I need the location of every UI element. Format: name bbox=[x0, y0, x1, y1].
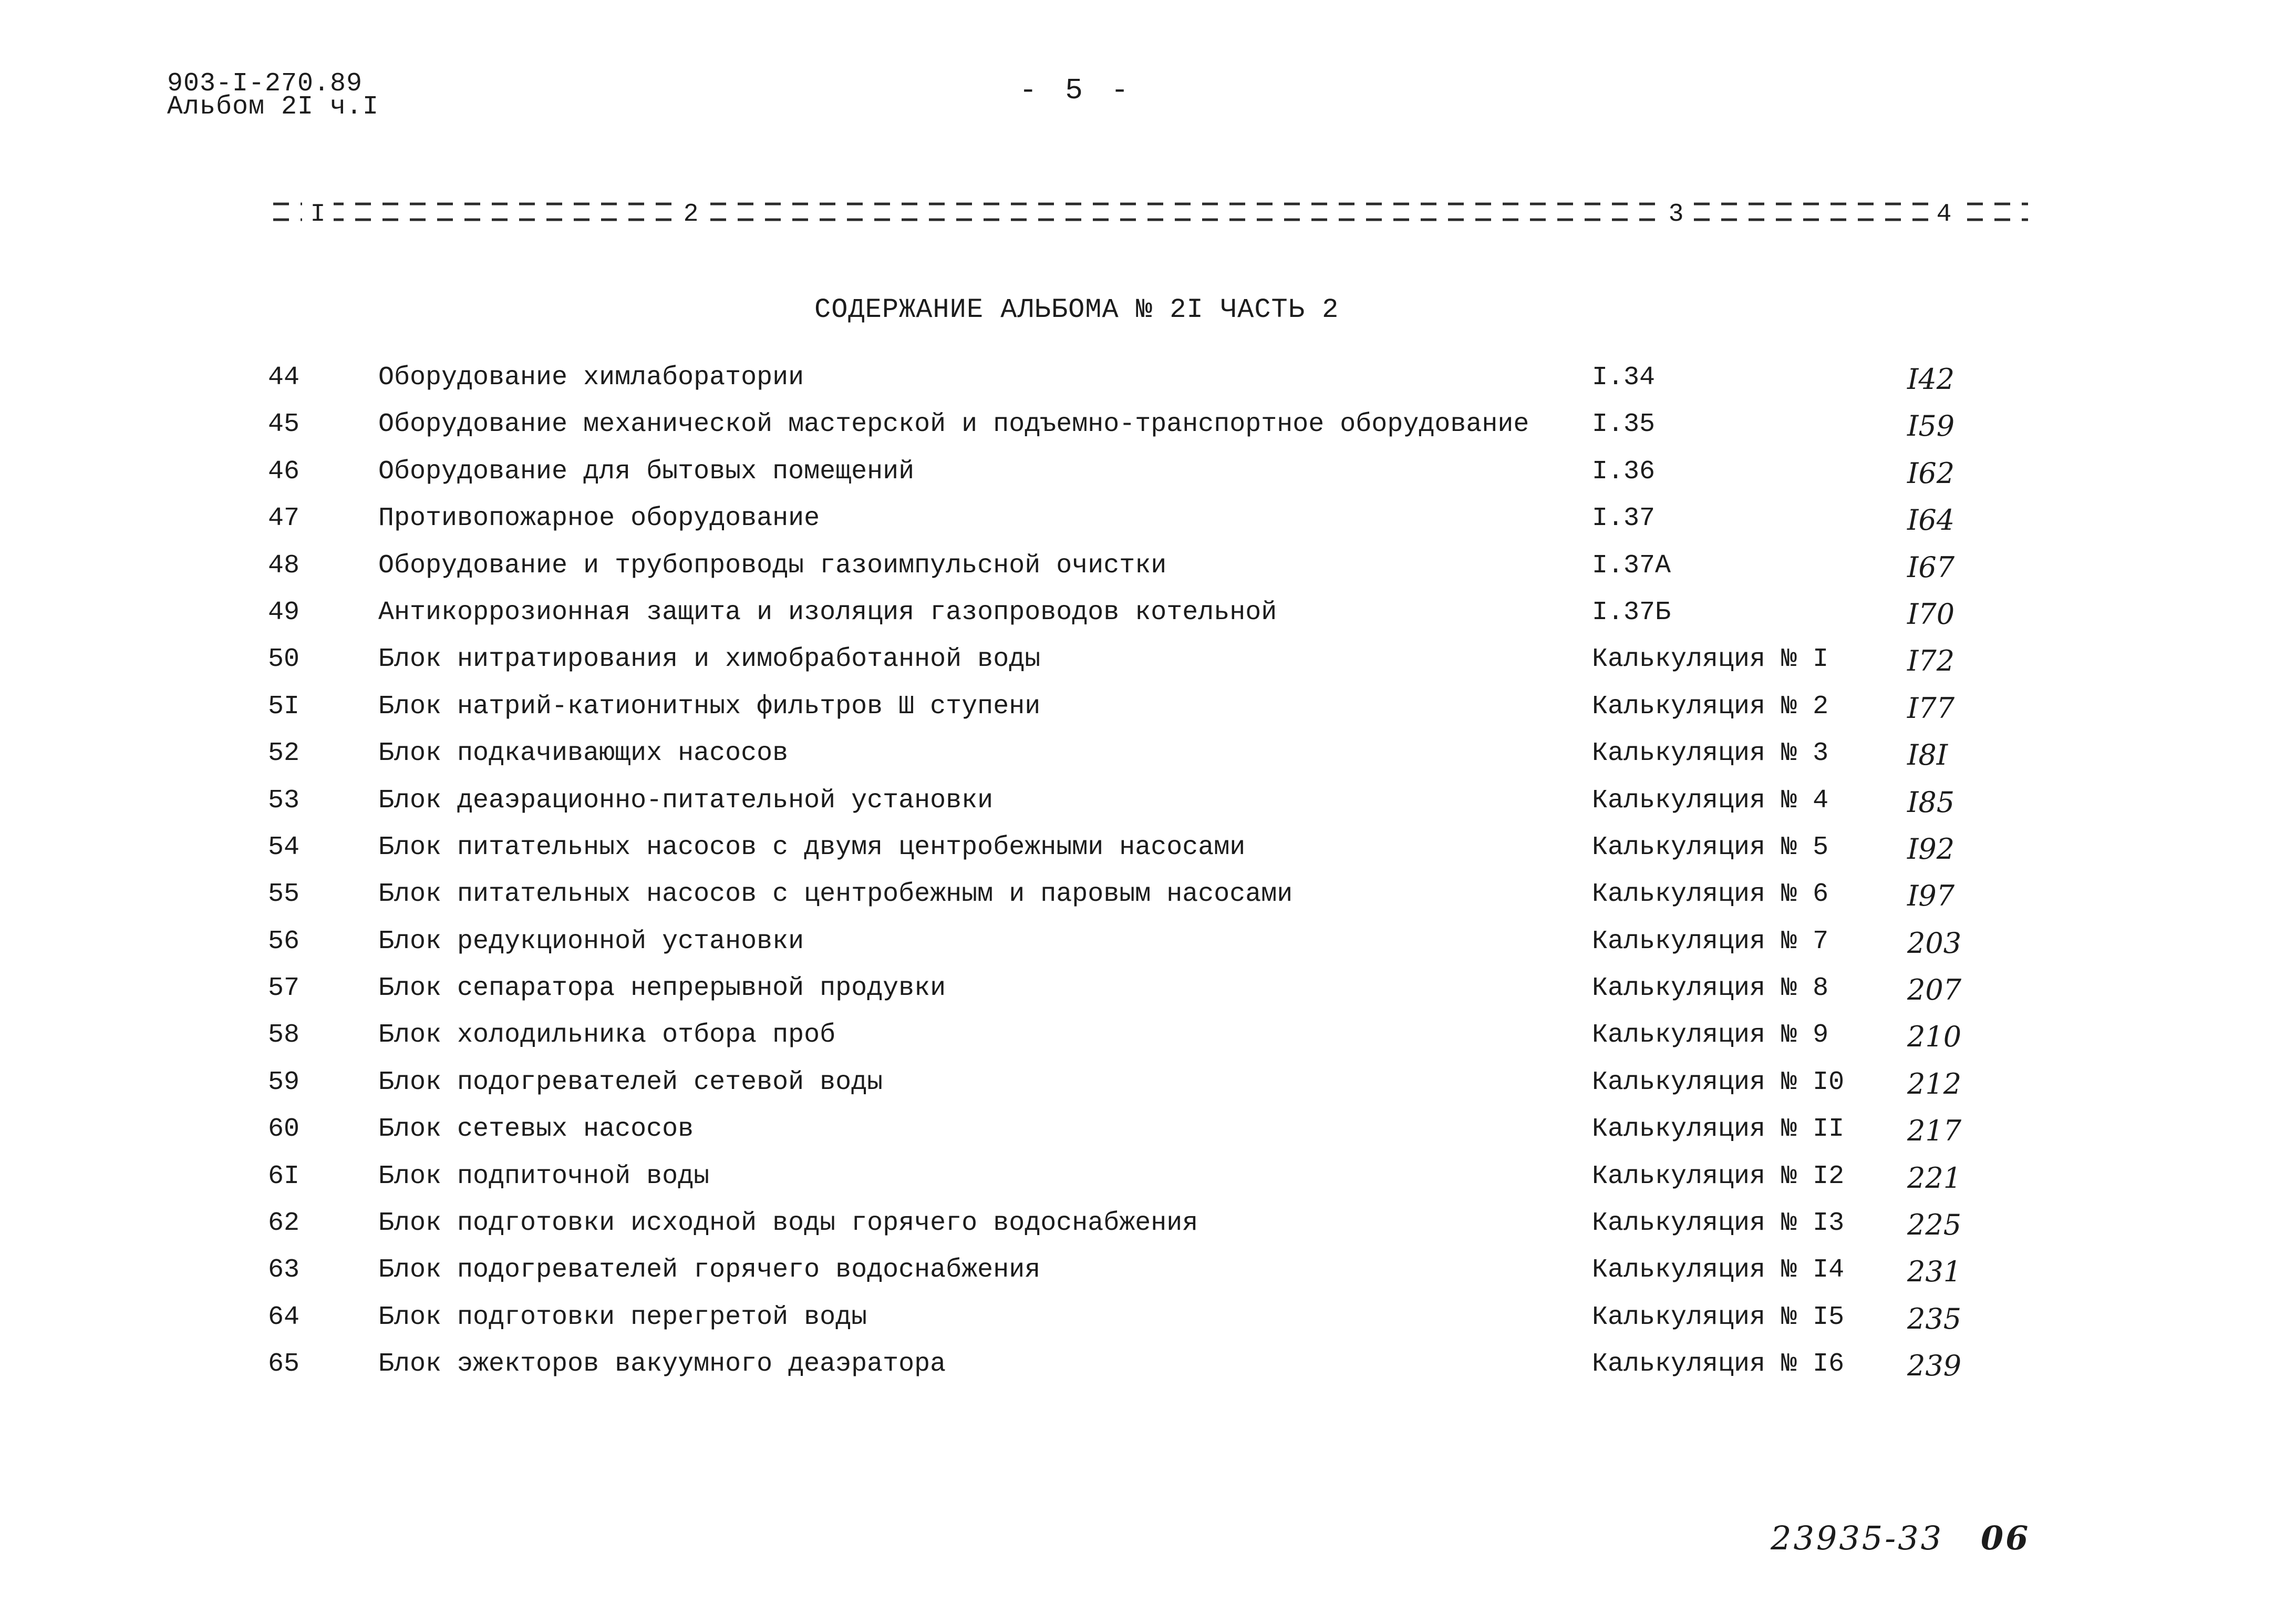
toc-title: Блок деаэрационно-питательной установки bbox=[378, 785, 994, 816]
toc-title: Блок питательных насосов с центробежным и паровым насосами bbox=[378, 879, 1293, 910]
toc-number: 65 bbox=[268, 1349, 300, 1380]
column-number-ruler bbox=[273, 194, 2028, 231]
toc-row bbox=[268, 551, 2002, 598]
toc-reference: Калькуляция № 6 bbox=[1592, 879, 1829, 910]
column-marker-4: 4 bbox=[1936, 200, 1952, 229]
toc-title: Блок сепаратора непрерывной продувки bbox=[378, 973, 946, 1004]
toc-row bbox=[268, 503, 2002, 550]
toc-number: 55 bbox=[268, 879, 300, 910]
toc-number: 64 bbox=[268, 1302, 300, 1332]
toc-row bbox=[268, 1161, 2002, 1208]
toc-reference: Калькуляция № 9 bbox=[1592, 1020, 1829, 1051]
toc-number: 52 bbox=[268, 738, 300, 769]
column-marker-2: 2 bbox=[683, 200, 699, 229]
toc-reference: Калькуляция № I5 bbox=[1592, 1302, 1845, 1332]
toc-title: Оборудование химлаборатории bbox=[378, 363, 804, 393]
toc-number: 53 bbox=[268, 785, 300, 816]
toc-number: 62 bbox=[268, 1208, 300, 1239]
toc-reference: I.37А bbox=[1592, 550, 1671, 581]
toc-page: I42 bbox=[1907, 363, 1955, 396]
toc-reference: Калькуляция № I3 bbox=[1592, 1208, 1845, 1239]
toc-page: I64 bbox=[1907, 503, 1955, 537]
toc-number: 59 bbox=[268, 1067, 300, 1097]
toc-title: Блок холодильника отбора проб bbox=[378, 1020, 836, 1051]
toc-page: I97 bbox=[1907, 879, 1955, 913]
toc-row bbox=[268, 692, 2002, 738]
toc-row bbox=[268, 457, 2002, 503]
toc-title: Блок подкачивающих насосов bbox=[378, 738, 789, 769]
toc-reference: Калькуляция № 2 bbox=[1592, 691, 1829, 722]
document-code bbox=[167, 69, 379, 122]
toc-number: 49 bbox=[268, 597, 300, 628]
toc-number: 48 bbox=[268, 550, 300, 581]
toc-title: Блок питательных насосов с двумя центробежными насосами bbox=[378, 832, 1246, 862]
toc-reference: Калькуляция № I0 bbox=[1592, 1067, 1845, 1097]
toc-reference: Калькуляция № 7 bbox=[1592, 926, 1829, 957]
toc-page: 210 bbox=[1907, 1020, 1962, 1054]
toc-reference: I.34 bbox=[1592, 363, 1656, 393]
toc-title: Блок натрий-катионитных фильтров Ш ступени bbox=[378, 691, 1041, 722]
toc-title: Оборудование и трубопроводы газоимпульсной очистки bbox=[378, 550, 1167, 581]
toc-number: 56 bbox=[268, 926, 300, 957]
toc-page: I70 bbox=[1907, 597, 1955, 631]
toc-reference: I.35 bbox=[1592, 409, 1656, 440]
document-code-line-1: 903-I-270.89 bbox=[167, 69, 363, 99]
toc-page: 239 bbox=[1907, 1349, 1962, 1383]
toc-title: Противопожарное оборудование bbox=[378, 503, 820, 534]
toc-title: Блок подготовки исходной воды горячего водоснабжения bbox=[378, 1208, 1198, 1239]
toc-page: 221 bbox=[1907, 1161, 1962, 1195]
table-of-contents bbox=[268, 363, 2002, 1396]
toc-title: Антикоррозионная защита и изоляция газопроводов котельной bbox=[378, 597, 1277, 628]
page-number: - 5 - bbox=[1019, 74, 1134, 107]
archive-number: 23935-33 bbox=[1771, 1519, 1944, 1557]
toc-title: Блок нитратирования и химобработанной воды bbox=[378, 644, 1041, 675]
toc-number: 54 bbox=[268, 832, 300, 862]
sheet-index: 06 bbox=[1981, 1519, 2031, 1557]
toc-page: I77 bbox=[1907, 691, 1955, 725]
toc-title: Блок эжекторов вакуумного деаэратора bbox=[378, 1349, 946, 1380]
toc-title: Блок подогревателей сетевой воды bbox=[378, 1067, 883, 1097]
toc-row bbox=[268, 409, 2002, 456]
toc-number: 47 bbox=[268, 503, 300, 534]
toc-reference: Калькуляция № I6 bbox=[1592, 1349, 1845, 1380]
toc-page: 225 bbox=[1907, 1208, 1962, 1242]
contents-title: СОДЕРЖАНИЕ АЛЬБОМА № 2I ЧАСТЬ 2 bbox=[814, 294, 1339, 325]
toc-page: I72 bbox=[1907, 644, 1955, 678]
toc-number: 63 bbox=[268, 1255, 300, 1286]
toc-reference: Калькуляция № II bbox=[1592, 1114, 1845, 1145]
column-marker-3: 3 bbox=[1668, 200, 1684, 229]
toc-row bbox=[268, 786, 2002, 832]
toc-row bbox=[268, 1067, 2002, 1114]
column-marker-1: I bbox=[310, 200, 326, 229]
toc-page: 212 bbox=[1907, 1067, 1962, 1101]
toc-row bbox=[268, 1208, 2002, 1255]
toc-row bbox=[268, 644, 2002, 691]
toc-row bbox=[268, 927, 2002, 973]
toc-page: I8I bbox=[1907, 738, 1948, 772]
toc-reference: Калькуляция № I bbox=[1592, 644, 1829, 675]
toc-reference: Калькуляция № 3 bbox=[1592, 738, 1829, 769]
toc-title: Блок подогревателей горячего водоснабжения bbox=[378, 1255, 1041, 1286]
toc-row bbox=[268, 738, 2002, 785]
toc-title: Блок подготовки перегретой воды bbox=[378, 1302, 867, 1332]
toc-number: 50 bbox=[268, 644, 300, 675]
toc-number: 57 bbox=[268, 973, 300, 1004]
toc-page: 203 bbox=[1907, 926, 1962, 960]
toc-reference: Калькуляция № I2 bbox=[1592, 1161, 1845, 1191]
toc-number: 44 bbox=[268, 363, 300, 393]
toc-row bbox=[268, 1349, 2002, 1396]
toc-page: I62 bbox=[1907, 456, 1955, 490]
toc-row bbox=[268, 879, 2002, 926]
toc-number: 5I bbox=[268, 691, 300, 722]
toc-row bbox=[268, 1302, 2002, 1349]
toc-title: Оборудование механической мастерской и подъемно-транспортное оборудование bbox=[378, 409, 1529, 440]
toc-row bbox=[268, 973, 2002, 1020]
document-code-line-2: Альбом 2I ч.I bbox=[167, 92, 379, 122]
toc-page: I92 bbox=[1907, 832, 1955, 866]
toc-page: 231 bbox=[1907, 1255, 1962, 1289]
toc-page: 235 bbox=[1907, 1302, 1962, 1335]
toc-row bbox=[268, 363, 2002, 409]
toc-number: 46 bbox=[268, 456, 300, 487]
toc-row bbox=[268, 1020, 2002, 1067]
toc-number: 58 bbox=[268, 1020, 300, 1051]
toc-row bbox=[268, 1255, 2002, 1302]
toc-page: I85 bbox=[1907, 785, 1955, 819]
toc-page: 207 bbox=[1907, 973, 1962, 1007]
toc-page: I67 bbox=[1907, 550, 1955, 584]
toc-number: 6I bbox=[268, 1161, 300, 1191]
toc-row bbox=[268, 1114, 2002, 1161]
toc-row bbox=[268, 832, 2002, 879]
toc-title: Блок редукционной установки bbox=[378, 926, 804, 957]
toc-number: 60 bbox=[268, 1114, 300, 1145]
toc-title: Блок сетевых насосов bbox=[378, 1114, 694, 1145]
toc-reference: Калькуляция № 5 bbox=[1592, 832, 1829, 862]
toc-reference: Калькуляция № 8 bbox=[1592, 973, 1829, 1004]
toc-title: Оборудование для бытовых помещений bbox=[378, 456, 915, 487]
toc-page: I59 bbox=[1907, 409, 1955, 443]
toc-page: 217 bbox=[1907, 1114, 1962, 1148]
toc-reference: I.37 bbox=[1592, 503, 1656, 534]
toc-reference: I.37Б bbox=[1592, 597, 1671, 628]
toc-number: 45 bbox=[268, 409, 300, 440]
toc-reference: I.36 bbox=[1592, 456, 1656, 487]
toc-title: Блок подпиточной воды bbox=[378, 1161, 710, 1191]
toc-row bbox=[268, 598, 2002, 644]
toc-reference: Калькуляция № I4 bbox=[1592, 1255, 1845, 1286]
toc-reference: Калькуляция № 4 bbox=[1592, 785, 1829, 816]
